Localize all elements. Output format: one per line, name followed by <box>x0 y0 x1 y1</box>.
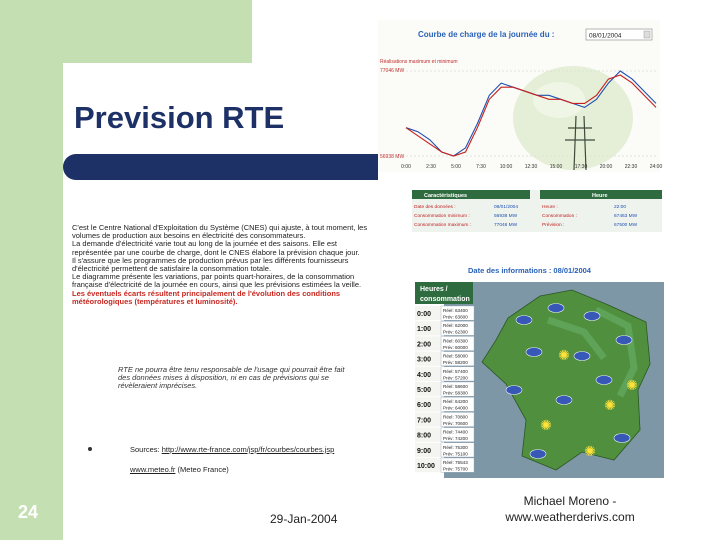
reel-value: Réel: 58600 <box>443 384 468 389</box>
author-line-1: Michael Moreno - <box>523 494 617 508</box>
cloud-icon <box>530 450 546 459</box>
sources-label: Sources: <box>130 445 160 454</box>
weather-map-panel <box>414 260 668 480</box>
cloud-icon <box>616 336 632 345</box>
reel-value: Réel: 70800 <box>443 414 468 420</box>
prev-value: Prév: 60000 <box>443 344 468 350</box>
table-row-value: 08/01/2004 <box>494 205 519 210</box>
reel-value: Réel: 62000 <box>443 323 468 329</box>
chevron-down-icon[interactable] <box>644 31 650 38</box>
cloud-icon <box>526 348 542 357</box>
x-tick-label: 24:00 <box>649 164 663 170</box>
reel-value: Réel: 60300 <box>443 338 468 344</box>
decor-green-top <box>0 0 252 63</box>
table-row-label-right: Consommation : <box>542 214 577 219</box>
table-row-value: 77046 MW <box>494 223 518 228</box>
hour-label: 8:00 <box>417 432 432 440</box>
x-tick-label: 12:30 <box>524 164 538 170</box>
hour-label: 0:00 <box>417 311 432 318</box>
characteristics-table-svg <box>412 190 662 232</box>
cloud-icon <box>516 316 532 325</box>
slide-title: Prevision RTE <box>74 100 285 135</box>
table-header-left: Caractéristiques <box>424 193 468 199</box>
max-value: 77046 MW <box>380 68 405 74</box>
hour-label: 5:00 <box>417 387 432 394</box>
sun-icon: ✺ <box>626 378 638 394</box>
load-curve-chart <box>378 20 663 172</box>
table-row-label: Consommation maximum : <box>414 223 472 228</box>
x-tick-label: 10:00 <box>499 164 513 170</box>
hour-label: 6:00 <box>417 402 432 410</box>
bullet-dot <box>88 447 92 451</box>
cloud-icon <box>614 434 630 443</box>
hours-header: Heures / <box>420 286 448 293</box>
reel-value: Réel: 63400 <box>443 308 468 313</box>
table-row-value-right: 67500 MW <box>614 223 638 228</box>
reel-value: Réel: 74400 <box>443 429 468 435</box>
title-underline-bar <box>63 154 378 180</box>
cloud-icon <box>584 312 600 321</box>
body-paragraph-4-highlight: Les éventuels écarts résultent principalement de l'évolution des conditions météorologiques (températures et luminosité). <box>72 288 341 306</box>
body-text <box>72 224 372 306</box>
table-row-value-right: 67463 MW <box>614 214 638 219</box>
prev-value: Prév: 57200 <box>443 375 468 381</box>
author-line-2: www.weatherderivs.com <box>505 510 635 524</box>
table-row-value-right: 22:00 <box>614 205 627 210</box>
table-row-label-right: Prévision : <box>542 223 565 228</box>
sources-link[interactable]: http://www.rte-france.com/jsp/fr/courbes/courbes.jsp <box>161 445 335 454</box>
hour-label: 4:00 <box>417 371 432 379</box>
x-tick-label: 7:30 <box>476 164 486 170</box>
reel-value: Réel: 57400 <box>443 368 468 374</box>
prev-value: Prév: 64000 <box>443 405 468 411</box>
page-number: 24 <box>18 502 39 522</box>
sun-icon: ✺ <box>558 348 570 364</box>
reel-value: Réel: 75300 <box>443 444 468 450</box>
prev-value: Prév: 62300 <box>443 329 468 335</box>
body-paragraph-1: C'est le Centre National d'Exploitation du Système (CNES) qui ajuste, à tout moment, les volumes de production aux besoins en électricité des consommateurs. <box>72 223 368 241</box>
table-row-value: 56938 MW <box>494 214 518 219</box>
cloud-icon <box>574 352 590 361</box>
meteo-label: (Meteo France) <box>177 465 229 474</box>
disclaimer-note: RTE ne pourra être tenu responsable de l'usage qui pourrait être fait des données mises à disposition, ni en cas de prévisions qui se révèleraient imprécises. <box>118 365 345 391</box>
x-tick-label: 15:00 <box>549 164 563 170</box>
body-paragraph-2: La demande d'électricité varie tout au long de la journée et des saisons. Elle est représentée par une courbe de charge, dont le CNES élabore la prévision chaque jour. <box>72 239 360 257</box>
hour-label: 10:00 <box>417 463 435 470</box>
date-select-value: 08/01/2004 <box>589 32 622 40</box>
map-date-info: Date des informations : 08/01/2004 <box>468 266 591 275</box>
weather-map-svg <box>414 260 668 480</box>
x-tick-label: 22:30 <box>624 164 638 170</box>
body-paragraph-4-text: Le diagramme présente les variations, par points quart-horaires, de la consommation française d'électricité de la journée en cours, ainsi que les prévisions estimées la veille. <box>72 272 362 290</box>
cloud-icon <box>548 304 564 313</box>
globe-highlight <box>533 82 585 118</box>
meteo-link[interactable]: www.meteo.fr <box>130 465 176 474</box>
hour-label: 2:00 <box>417 341 432 349</box>
prev-value: Prév: 74200 <box>443 436 468 442</box>
x-tick-label: 0:00 <box>401 164 411 170</box>
hour-label: 9:00 <box>417 447 432 455</box>
body-paragraph-3: Il s'assure que les programmes de production prévus par les différents fournisseurs d'électricité permettent de satisfaire la consommation totale. <box>72 255 349 274</box>
x-tick-label: 5:00 <box>451 164 461 170</box>
reel-value: Réel: 64200 <box>443 399 468 405</box>
author <box>480 493 660 525</box>
prev-value: Prév: 75100 <box>443 451 468 457</box>
x-tick-label: 20:00 <box>599 164 613 170</box>
decor-green-side <box>0 63 63 540</box>
hour-label: 1:00 <box>417 326 432 334</box>
prev-value: Prév: 63600 <box>443 314 468 320</box>
body-paragraph-4 <box>72 273 372 306</box>
sun-icon: ✺ <box>540 418 552 434</box>
characteristics-table <box>412 190 662 232</box>
max-label: Réalisations maximum et minimum <box>380 59 458 65</box>
prev-value: Prév: 75700 <box>443 466 468 472</box>
cloud-icon <box>596 376 612 385</box>
x-tick-label: 2:30 <box>426 164 436 170</box>
background-globe <box>513 66 633 170</box>
prev-value: Prév: 70600 <box>443 420 468 426</box>
hour-label: 3:00 <box>417 356 432 364</box>
x-tick-label: 17:30 <box>574 164 588 170</box>
table-header-right: Heure <box>592 193 608 199</box>
table-row-label: Consommation minimum : <box>414 214 470 219</box>
sources-line <box>130 445 334 454</box>
cloud-icon <box>556 396 572 405</box>
min-value: 56938 MW <box>380 154 405 160</box>
prev-value: Prév: 58300 <box>443 390 468 396</box>
consommation-header: consommation <box>420 296 470 303</box>
sun-icon: ✺ <box>584 444 596 460</box>
reel-value: Réel: 58000 <box>443 353 468 359</box>
sun-icon: ✺ <box>604 398 616 414</box>
reel-value: Réel: 75543 <box>443 460 468 465</box>
table-row-label: Date des données : <box>414 205 456 210</box>
table-row-label-right: Heure : <box>542 205 558 210</box>
chart-header: Courbe de charge de la journée du : <box>418 30 555 39</box>
load-curve-panel <box>378 20 663 172</box>
cloud-icon <box>506 386 522 395</box>
slide-date: 29-Jan-2004 <box>270 512 338 526</box>
hour-label: 7:00 <box>417 417 432 425</box>
meteo-line <box>130 465 229 474</box>
prev-value: Prév: 58200 <box>443 360 468 366</box>
